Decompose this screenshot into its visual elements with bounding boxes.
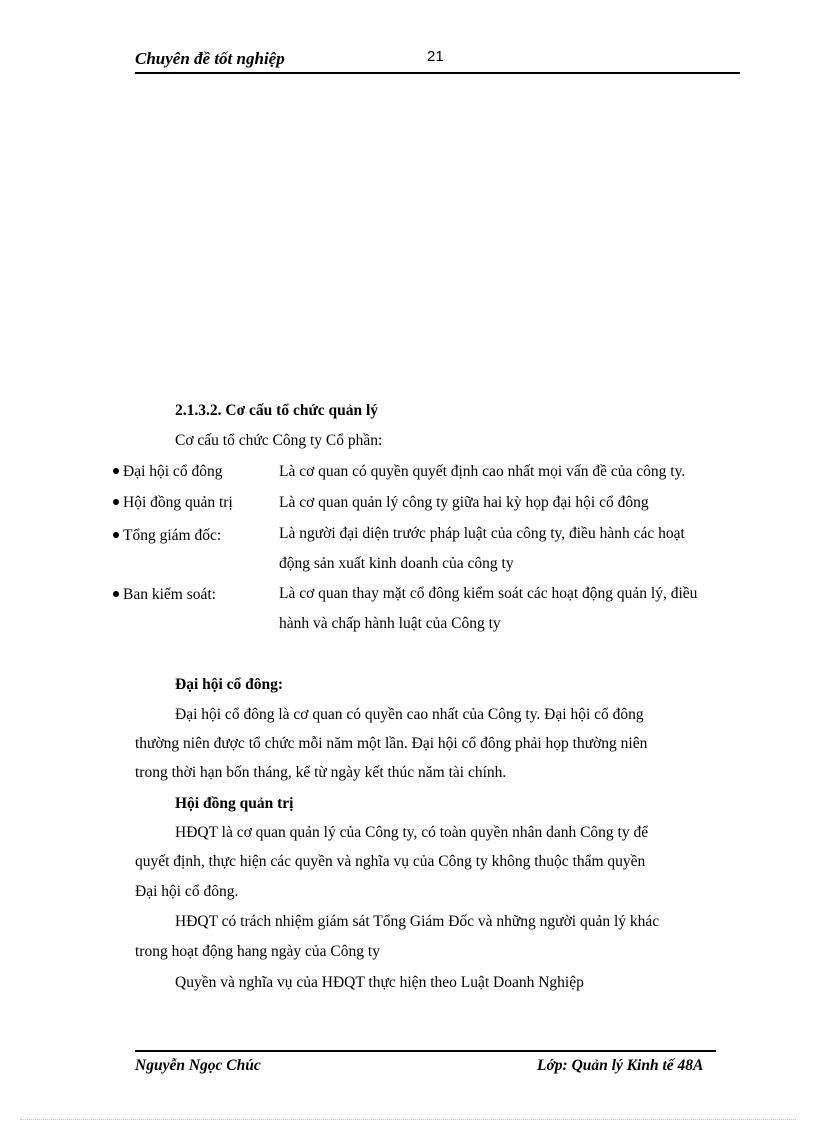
bullet-desc: động sản xuất kinh doanh của công ty <box>279 555 514 572</box>
hdqt-heading: Hội đồng quản trị <box>175 795 294 812</box>
dhcd-heading: Đại hội cổ đông: <box>175 676 284 693</box>
bullet-term: Tổng giám đốc: <box>123 527 222 544</box>
bullet-desc: Là cơ quan thay mặt cổ đông kiểm soát các hoạt động quản lý, điều <box>279 585 698 602</box>
section-heading: 2.1.3.2. Cơ cấu tổ chức quản lý <box>175 402 379 419</box>
bullet-dot-icon <box>113 591 119 597</box>
footer-class: Lớp: Quản lý Kinh tế 48A <box>537 1057 704 1074</box>
page-number: 21 <box>427 48 444 65</box>
bullet-term: Ban kiểm soát: <box>123 586 216 603</box>
paragraph-line: Quyền và nghĩa vụ của HĐQT thực hiện theo Luật Doanh Nghiệp <box>175 974 584 991</box>
section-intro: Cơ cấu tổ chức Công ty Cổ phần: <box>175 432 383 449</box>
paragraph-line: HĐQT có trách nhiệm giám sát Tổng Giám Đốc và những người quản lý khác <box>175 913 660 930</box>
bullet-desc: Là cơ quan quản lý công ty giữa hai kỳ họp đại hội cổ đông <box>279 494 649 511</box>
bullet-dot-icon <box>113 499 119 505</box>
paragraph-line: trong hoạt động hang ngày của Công ty <box>135 943 380 960</box>
bullet-desc: Là cơ quan có quyền quyết định cao nhất mọi vấn đề của công ty. <box>279 463 686 480</box>
bullet-dot-icon <box>113 532 119 538</box>
bullet-dai-hoi-co-dong <box>113 463 222 481</box>
footer-author: Nguyễn Ngọc Chúc <box>135 1057 261 1074</box>
bullet-tong-giam-doc <box>113 527 221 545</box>
paragraph-line: Đại hội cổ đông. <box>135 883 239 900</box>
footer-rule <box>135 1050 716 1052</box>
header-title: Chuyên đề tốt nghiệp <box>135 49 285 68</box>
paragraph-line: trong thời hạn bốn tháng, kể từ ngày kết thúc năm tài chính. <box>135 764 507 781</box>
bullet-desc: hành và chấp hành luật của Công ty <box>279 615 501 632</box>
bullet-ban-kiem-soat <box>113 586 216 604</box>
page-bottom-border <box>20 1119 796 1120</box>
bullet-hoi-dong-quan-tri <box>113 494 233 512</box>
paragraph-line: thường niên được tổ chức mỗi năm một lần. Đại hội cổ đông phải họp thường niên <box>135 735 648 752</box>
bullet-desc: Là người đại diện trước pháp luật của công ty, điều hành các hoạt <box>279 525 685 542</box>
page-header <box>135 48 740 74</box>
paragraph-line: Đại hội cổ đông là cơ quan có quyền cao nhất của Công ty. Đại hội cổ đông <box>175 706 644 723</box>
bullet-dot-icon <box>113 468 119 474</box>
bullet-term: Hội đồng quản trị <box>123 494 233 511</box>
bullet-term: Đại hội cổ đông <box>123 463 223 480</box>
paragraph-line: HĐQT là cơ quan quản lý của Công ty, có toàn quyền nhân danh Công ty để <box>175 824 649 841</box>
paragraph-line: quyết định, thực hiện các quyền và nghĩa vụ của Công ty không thuộc thẩm quyền <box>135 853 646 870</box>
